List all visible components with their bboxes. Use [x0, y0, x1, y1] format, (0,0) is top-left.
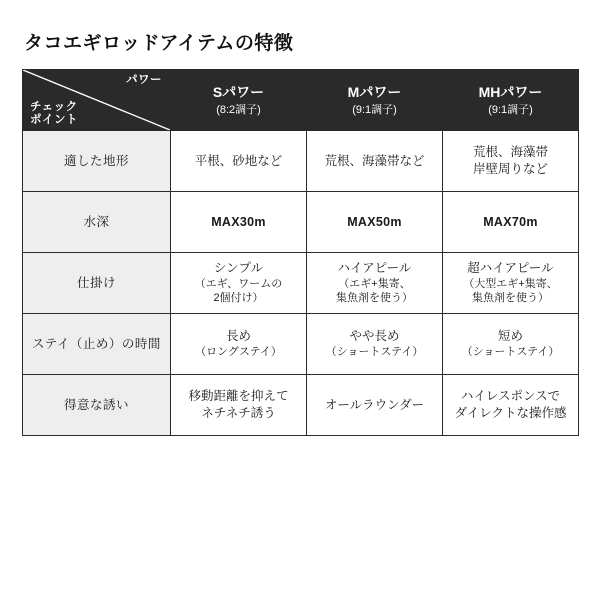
cell-stay-mh — [443, 314, 579, 375]
cell-stay-m — [307, 314, 443, 375]
row-label-terrain: 適した地形 — [23, 131, 171, 192]
table-row — [23, 253, 579, 314]
cell-stay-s — [171, 314, 307, 375]
cell-depth-m — [307, 192, 443, 253]
cell-line: 岸壁周りなど — [472, 162, 548, 176]
cell-line: （ショートステイ） — [461, 346, 560, 359]
cell-action-mh — [443, 375, 579, 436]
cell-terrain-m — [307, 131, 443, 192]
corner-power-label: パワー — [126, 74, 162, 86]
cell-rig-mh — [443, 253, 579, 314]
cell-line: 荒根、海藻帯 — [472, 145, 548, 160]
cell-line: （エギ、ワームの — [194, 277, 283, 290]
cell-line: （ロングステイ） — [195, 346, 282, 359]
row-label-rig: 仕掛け — [23, 253, 171, 314]
column-header-m-sub: (9:1調子) — [352, 103, 397, 116]
cell-terrain-s — [171, 131, 307, 192]
column-header-mh — [443, 70, 579, 131]
table-row — [23, 131, 579, 192]
table-corner-cell — [23, 70, 171, 131]
cell-line: MAX30m — [211, 214, 266, 229]
cell-line: 長め — [225, 329, 251, 344]
cell-rig-m — [307, 253, 443, 314]
row-label-stay-time: ステイ（止め）の時間 — [23, 314, 171, 375]
column-header-mh-sub: (9:1調子) — [488, 103, 533, 116]
cell-line: MAX70m — [483, 214, 538, 229]
cell-depth-mh — [443, 192, 579, 253]
cell-line: ダイレクトな操作感 — [454, 406, 567, 420]
cell-action-s — [171, 375, 307, 436]
cell-line: （大型エギ+集寄、 — [463, 277, 558, 290]
cell-line: ネチネチ誘う — [201, 406, 276, 420]
cell-line: 2個付け） — [213, 292, 264, 305]
cell-line: 集魚剤を使う） — [472, 292, 549, 305]
cell-terrain-mh — [443, 131, 579, 192]
column-header-mh-name: MHパワー — [478, 83, 543, 100]
page-title: タコエギロッドアイテムの特徴 — [24, 33, 294, 54]
cell-line: 荒根、海藻帯など — [324, 153, 425, 168]
cell-line: （エギ+集寄、 — [338, 277, 411, 290]
cell-line: 平根、砂地など — [194, 153, 283, 168]
cell-line: ハイアピール — [337, 260, 412, 275]
cell-depth-s — [171, 192, 307, 253]
cell-line: 短め — [497, 329, 523, 344]
cell-line: やや長め — [349, 329, 400, 344]
column-header-s-sub: (8:2調子) — [216, 103, 261, 116]
cell-line: 移動距離を抑えて — [188, 389, 289, 404]
table-row — [23, 192, 579, 253]
spec-table — [22, 69, 579, 436]
cell-line: 超ハイアピール — [467, 260, 554, 275]
corner-check-label-line2: ポイント — [30, 113, 78, 126]
cell-line: MAX50m — [347, 214, 402, 229]
cell-line: シンプル — [213, 260, 264, 275]
corner-check-label — [30, 101, 78, 127]
cell-rig-s — [171, 253, 307, 314]
corner-check-label-line1: チェック — [30, 100, 78, 113]
column-header-s-name: Sパワー — [212, 83, 265, 100]
table-row — [23, 314, 579, 375]
cell-line: ハイレスポンスで — [460, 389, 561, 404]
cell-action-m — [307, 375, 443, 436]
column-header-m-name: Mパワー — [347, 83, 402, 100]
cell-line: オールラウンダー — [324, 397, 425, 412]
column-header-m — [307, 70, 443, 131]
row-label-action: 得意な誘い — [23, 375, 171, 436]
cell-line: 集魚剤を使う） — [336, 292, 413, 305]
table-header-row — [23, 70, 579, 131]
row-label-depth: 水深 — [23, 192, 171, 253]
table-row — [23, 375, 579, 436]
column-header-s — [171, 70, 307, 131]
cell-line: （ショートステイ） — [325, 346, 424, 359]
